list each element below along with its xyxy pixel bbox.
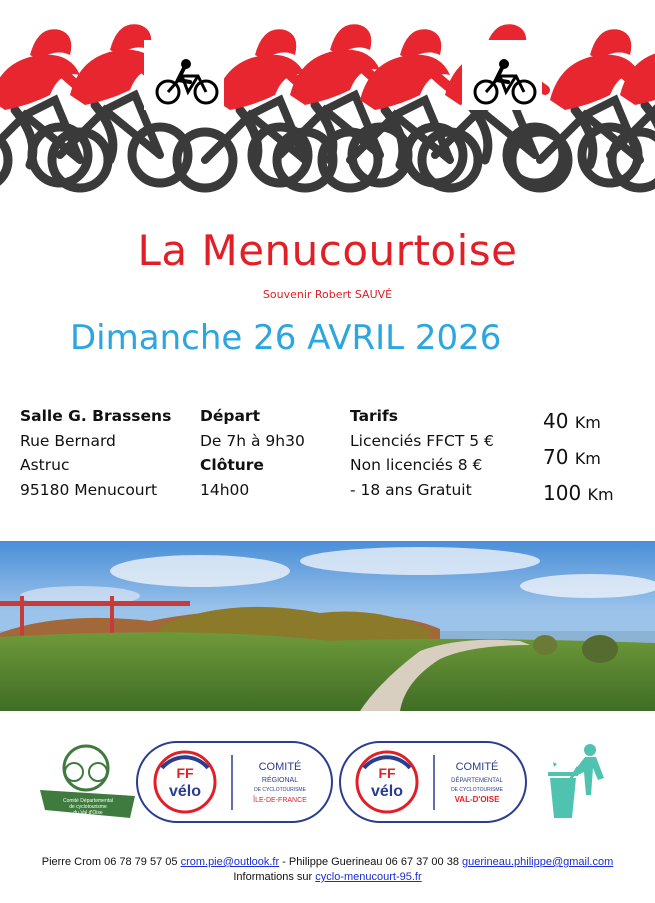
event-date: Dimanche 26 AVRIL 2026: [70, 318, 502, 358]
distance-unit: Km: [574, 413, 601, 432]
contact1-email-link[interactable]: crom.pie@outlook.fr: [180, 856, 280, 868]
venue-street2: Astruc: [20, 456, 70, 474]
crif-cyclo-text: DE CYCLOTOURISME: [254, 787, 306, 793]
website-link[interactable]: cyclo-menucourt-95.fr: [315, 871, 422, 883]
contact2-email-link[interactable]: guerineau.philippe@gmail.com: [462, 856, 614, 868]
tarifs-block: [350, 404, 494, 502]
crif-region-text: ÎLE-DE-FRANCE: [253, 797, 307, 804]
crif-regional-text: RÉGIONAL: [261, 777, 299, 784]
distance-item: [543, 404, 614, 440]
codep-cyclo-text: DE CYCLOTOURISME: [451, 787, 503, 793]
cyclists-banner: [0, 0, 655, 210]
codep-ff-text: FF: [378, 765, 396, 781]
distance-item: [543, 440, 614, 476]
cloture-label: Clôture: [200, 456, 264, 474]
tarif-non-licencies: Non licenciés 8 €: [350, 456, 483, 474]
venue-name: Salle G. Brassens: [20, 407, 172, 425]
distance-value: 70: [543, 445, 569, 469]
codep-comite-text: COMITÉ: [455, 761, 499, 773]
distance-item: [543, 476, 614, 512]
logos-row: [0, 740, 655, 830]
contact1-name: Pierre Crom 06 78 79 57 05: [41, 856, 178, 868]
panorama-photo: [0, 541, 655, 711]
codep95-ffvelo-logo: [340, 742, 526, 822]
codep-logo-text1: Comité Départemental: [62, 798, 114, 804]
codep-velo-text: vélo: [370, 783, 404, 800]
codep-logo-text3: du Val d'Oise: [73, 810, 103, 816]
codep-region-text: VAL-D'OISE: [454, 795, 500, 804]
distance-unit: Km: [574, 449, 601, 468]
crif-ff-text: FF: [176, 765, 194, 781]
contact2-name: - Philippe Guerineau 06 67 37 00 38: [279, 856, 459, 868]
distances-block: [543, 404, 614, 512]
codep-cyclo-logo: [40, 746, 135, 818]
cyclists-illustration: [0, 0, 655, 210]
schedule-block: [200, 404, 305, 502]
codep-logo-text2: de cyclotourisme: [69, 804, 107, 810]
depart-value: De 7h à 9h30: [200, 431, 305, 450]
venue-city: 95180 Menucourt: [20, 480, 158, 499]
event-subtitle: Souvenir Robert SAUVÉ: [262, 288, 393, 301]
venue-block: [20, 404, 171, 502]
litter-bin-icon: [548, 744, 604, 818]
tarifs-label: Tarifs: [350, 407, 398, 425]
depart-label: Départ: [200, 407, 260, 425]
info-prefix: Informations sur: [233, 871, 313, 883]
distance-value: 40: [543, 409, 569, 433]
footer-contacts: [0, 855, 655, 885]
tarif-jeunes: - 18 ans Gratuit: [350, 480, 472, 499]
distance-value: 100: [543, 481, 582, 505]
tarif-licencies: Licenciés FFCT 5 €: [350, 431, 494, 450]
crif-ffvelo-logo: [137, 742, 332, 822]
event-title: La Menucourtoise: [137, 226, 518, 275]
distance-unit: Km: [587, 485, 614, 504]
cloture-value: 14h00: [200, 480, 250, 499]
crif-velo-text: vélo: [168, 783, 202, 800]
codep-depart-text: DÉPARTEMENTAL: [451, 778, 503, 784]
crif-comite-text: COMITÉ: [258, 761, 302, 773]
venue-street1: Rue Bernard: [20, 431, 116, 450]
